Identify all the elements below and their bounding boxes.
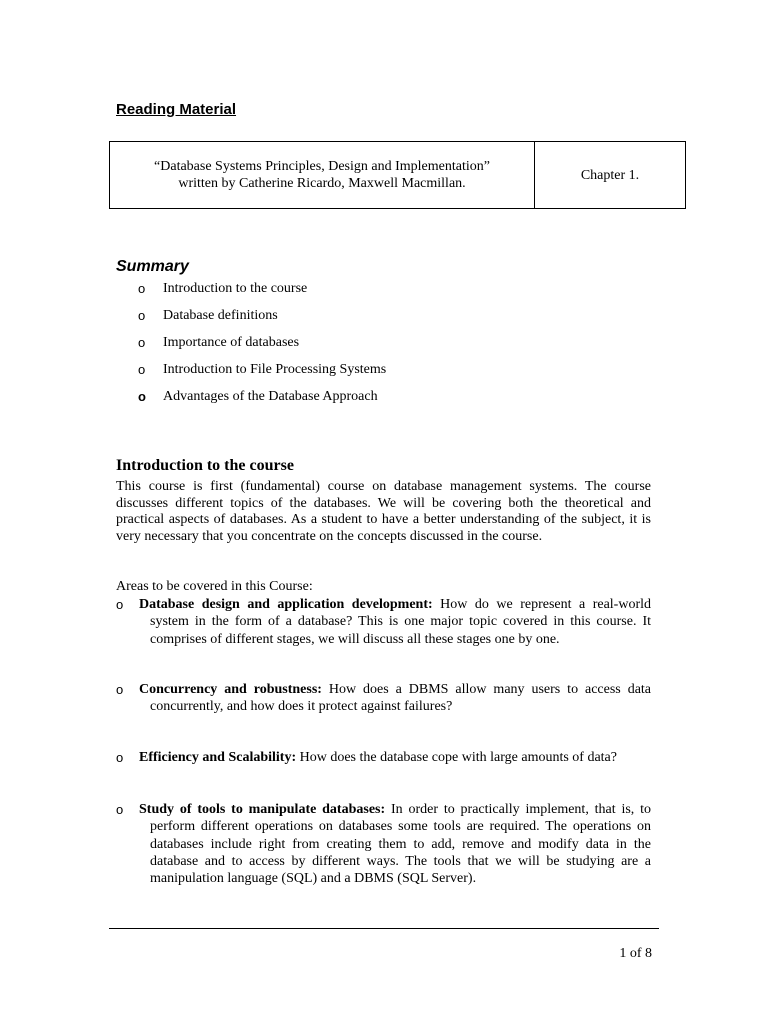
- area-item-tools: [116, 801, 651, 887]
- bullet-icon: o: [116, 682, 124, 697]
- area-description: In order to practically implement, that is, to perform different operations on databases some tools are required. The operations on databases include right from creating them to add, remove and modify data in the database and to access by different ways. The tools that we will be studying are a manipulation language (SQL) and a DBMS (SQL Server).: [150, 802, 652, 887]
- page-number: 1 of 8: [619, 946, 652, 961]
- book-authors: written by Catherine Ricardo, Maxwell Macmillan.: [178, 176, 466, 191]
- book-reference-cell: [110, 142, 535, 209]
- chapter-cell: Chapter 1.: [535, 142, 686, 209]
- summary-list: [138, 280, 386, 415]
- summary-item: [138, 361, 386, 388]
- area-title: Study of tools to manipulate databases:: [139, 802, 386, 817]
- bullet-icon: o: [116, 802, 124, 817]
- footer-divider: [109, 928, 659, 929]
- areas-intro: Areas to be covered in this Course:: [116, 579, 313, 594]
- area-title: Efficiency and Scalability:: [139, 750, 297, 765]
- summary-item-label: Database definitions: [163, 308, 278, 323]
- summary-item-label: Advantages of the Database Approach: [163, 389, 378, 404]
- bullet-icon: o: [138, 362, 146, 377]
- bullet-icon: o: [138, 389, 146, 404]
- area-item-concurrency: [116, 681, 651, 716]
- summary-item: [138, 334, 386, 361]
- area-text: [116, 681, 651, 716]
- summary-heading: Summary: [116, 258, 189, 275]
- summary-item: [138, 280, 386, 307]
- bullet-icon: o: [138, 335, 146, 350]
- area-description: How does the database cope with large amounts of data?: [299, 750, 617, 765]
- area-description: How does a DBMS allow many users to access data concurrently, and how does it protect against failures?: [150, 682, 652, 715]
- area-title: Database design and application development:: [139, 597, 433, 612]
- bullet-icon: o: [116, 750, 124, 765]
- summary-item-label: Introduction to File Processing Systems: [163, 362, 387, 377]
- area-item-design: [116, 596, 651, 648]
- summary-item-label: Importance of databases: [163, 335, 300, 350]
- reading-material-title: Reading Material: [116, 101, 237, 118]
- area-item-efficiency: [116, 749, 651, 766]
- table-row: [110, 142, 686, 209]
- summary-item: [138, 307, 386, 334]
- area-text: [116, 749, 651, 766]
- summary-item-label: Introduction to the course: [163, 281, 308, 296]
- area-text: [116, 596, 651, 648]
- book-title: “Database Systems Principles, Design and Implementation”: [154, 159, 490, 174]
- area-title: Concurrency and robustness:: [139, 682, 322, 697]
- introduction-heading: Introduction to the course: [116, 457, 294, 474]
- bullet-icon: o: [138, 281, 146, 296]
- introduction-paragraph: This course is first (fundamental) course on database management systems. The course discusses different topics of the databases. We will be covering both the theoretical and practical aspects of databases. As a student to have a better understanding of the subject, it is very necessary that you concentrate on the concepts discussed in the course.: [116, 479, 651, 545]
- summary-item: [138, 388, 386, 415]
- area-text: [116, 801, 651, 887]
- area-description: How do we represent a real-world system in the form of a database? This is one major topic covered in this course. It comprises of different stages, we will discuss all these stages one by one.: [150, 597, 651, 647]
- reading-material-table: [109, 141, 686, 209]
- bullet-icon: o: [138, 308, 146, 323]
- bullet-icon: o: [116, 597, 124, 612]
